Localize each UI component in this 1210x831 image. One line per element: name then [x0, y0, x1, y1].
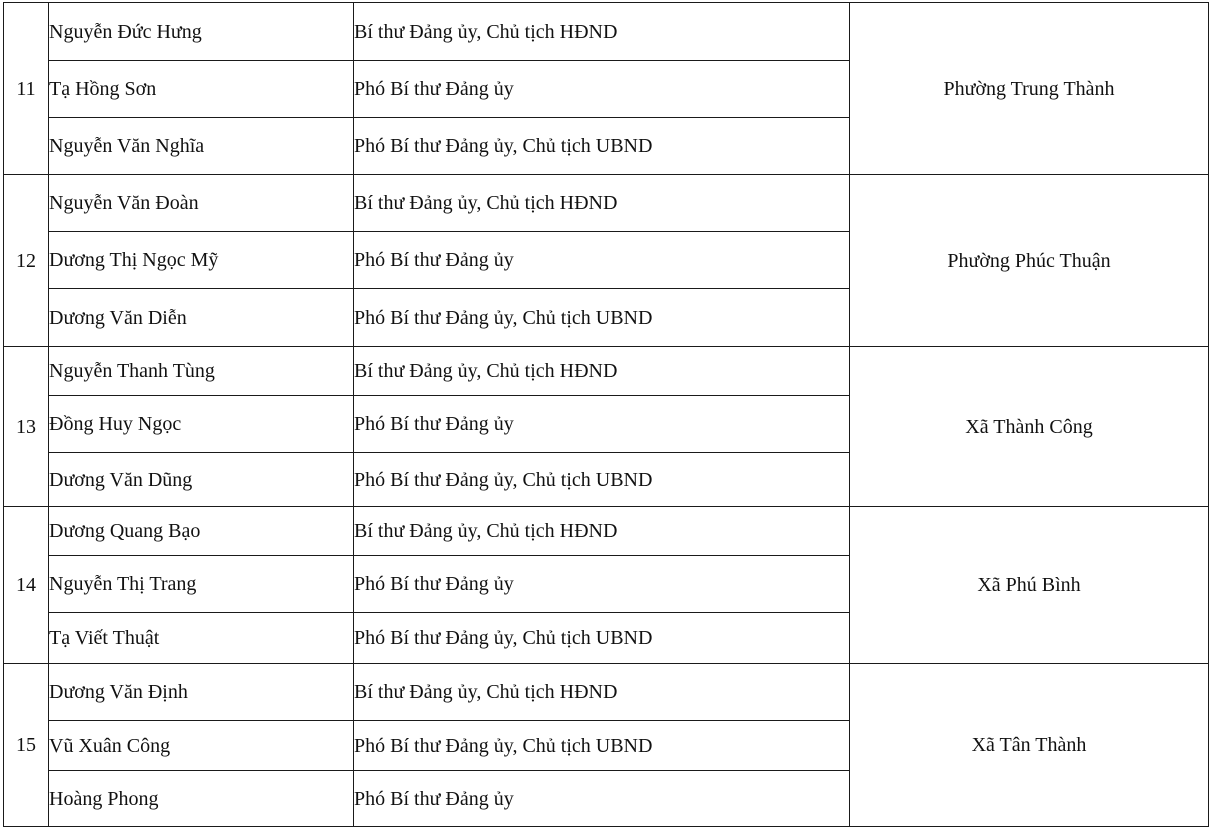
official-position: Phó Bí thư Đảng ủy: [354, 771, 850, 827]
official-name: Tạ Viết Thuật: [49, 613, 354, 664]
official-position: Bí thư Đảng ủy, Chủ tịch HĐND: [354, 347, 850, 396]
official-position: Bí thư Đảng ủy, Chủ tịch HĐND: [354, 175, 850, 232]
table-row: [4, 507, 1209, 556]
official-name: Dương Văn Diễn: [49, 289, 354, 347]
official-name: Tạ Hồng Sơn: [49, 61, 354, 118]
row-number: 13: [4, 347, 49, 507]
official-name: Nguyễn Văn Đoàn: [49, 175, 354, 232]
official-position: Bí thư Đảng ủy, Chủ tịch HĐND: [354, 3, 850, 61]
officials-table: [3, 2, 1209, 827]
official-name: Nguyễn Đức Hưng: [49, 3, 354, 61]
official-position: Bí thư Đảng ủy, Chủ tịch HĐND: [354, 507, 850, 556]
official-position: Phó Bí thư Đảng ủy, Chủ tịch UBND: [354, 721, 850, 771]
table-row: [4, 3, 1209, 61]
official-name: Nguyễn Thanh Tùng: [49, 347, 354, 396]
official-name: Nguyễn Văn Nghĩa: [49, 118, 354, 175]
official-name: Vũ Xuân Công: [49, 721, 354, 771]
official-position: Phó Bí thư Đảng ủy, Chủ tịch UBND: [354, 118, 850, 175]
ward-commune-name: Xã Thành Công: [850, 347, 1209, 507]
officials-table-body: [4, 3, 1209, 827]
ward-commune-name: Phường Trung Thành: [850, 3, 1209, 175]
official-position: Phó Bí thư Đảng ủy, Chủ tịch UBND: [354, 453, 850, 507]
table-row: [4, 175, 1209, 232]
row-number: 15: [4, 664, 49, 827]
table-row: [4, 664, 1209, 721]
table-row: [4, 347, 1209, 396]
row-number: 11: [4, 3, 49, 175]
row-number: 14: [4, 507, 49, 664]
official-name: Nguyễn Thị Trang: [49, 556, 354, 613]
official-position: Phó Bí thư Đảng ủy: [354, 396, 850, 453]
official-position: Phó Bí thư Đảng ủy: [354, 556, 850, 613]
official-name: Dương Thị Ngọc Mỹ: [49, 232, 354, 289]
official-position: Phó Bí thư Đảng ủy, Chủ tịch UBND: [354, 613, 850, 664]
official-name: Dương Văn Dũng: [49, 453, 354, 507]
ward-commune-name: Phường Phúc Thuận: [850, 175, 1209, 347]
official-position: Phó Bí thư Đảng ủy, Chủ tịch UBND: [354, 289, 850, 347]
ward-commune-name: Xã Tân Thành: [850, 664, 1209, 827]
official-position: Phó Bí thư Đảng ủy: [354, 61, 850, 118]
official-position: Phó Bí thư Đảng ủy: [354, 232, 850, 289]
official-name: Hoàng Phong: [49, 771, 354, 827]
ward-commune-name: Xã Phú Bình: [850, 507, 1209, 664]
official-position: Bí thư Đảng ủy, Chủ tịch HĐND: [354, 664, 850, 721]
official-name: Dương Quang Bạo: [49, 507, 354, 556]
row-number: 12: [4, 175, 49, 347]
official-name: Đồng Huy Ngọc: [49, 396, 354, 453]
official-name: Dương Văn Định: [49, 664, 354, 721]
